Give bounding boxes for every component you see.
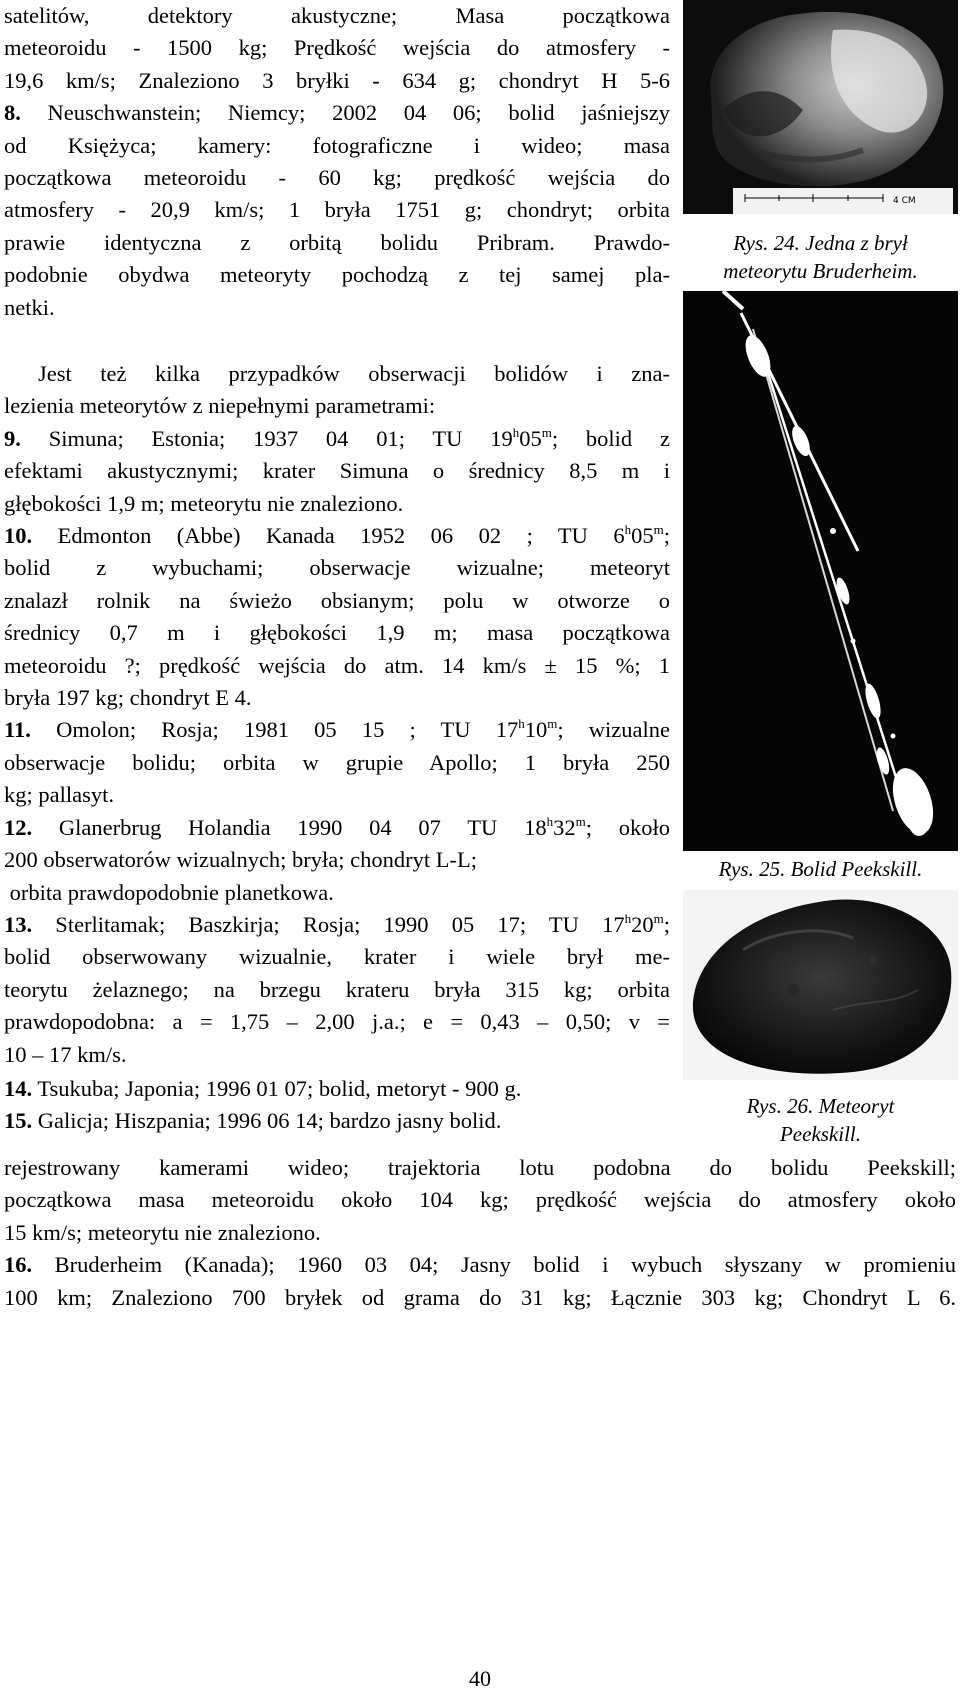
- text-line: meteoroidu - 1500 kg; Prędkość wejścia do atmosfery -: [4, 35, 670, 61]
- bolide-trail-image: [683, 291, 958, 851]
- text-line: 15 km/s; meteorytu nie znaleziono.: [4, 1219, 321, 1245]
- text-line: bolid z wybuchami; obserwacje wizualne; meteoryt: [4, 555, 670, 581]
- entry-8-line: 8. Neuschwanstein; Niemcy; 2002 04 06; bolid jaśniejszy: [4, 100, 670, 126]
- meteorite-peekskill-photo: [683, 890, 958, 1080]
- text-line: Jest też kilka przypadków obserwacji bolidów i zna-: [38, 361, 670, 386]
- text-line: 19,6 km/s; Znaleziono 3 bryłki - 634 g; chondryt H 5-6: [4, 67, 670, 93]
- entry-12-line: 12. Glanerbrug Holandia 1990 04 07 TU 18$^h$32$^m$; około: [4, 813, 670, 840]
- column-text-main: [4, 358, 670, 1138]
- entry-14-line: 14. Tsukuba; Japonia; 1996 01 07; bolid, metoryt - 900 g.: [4, 1075, 522, 1101]
- meteorite-peekskill-image: [683, 890, 958, 1080]
- text-line: początkowa meteoroidu - 60 kg; prędkość wejścia do: [4, 165, 670, 191]
- entry-15-line: 15. Galicja; Hiszpania; 1996 06 14; bardzo jasny bolid.: [4, 1108, 502, 1134]
- text-line: rejestrowany kamerami wideo; trajektoria lotu podobna do bolidu Peekskill;: [4, 1155, 956, 1180]
- meteorite-bruderheim-image: [683, 0, 958, 214]
- text-line: satelitów, detektory akustyczne; Masa początkowa: [4, 3, 670, 28]
- text-line: meteoroidu ?; prędkość wejścia do atm. 14 km/s ± 15 %; 1: [4, 652, 670, 678]
- text-line: netki.: [4, 294, 55, 320]
- figure-26-caption: Rys. 26. Meteoryt Peekskill.: [746, 1094, 895, 1146]
- entry-number: 8.: [4, 100, 21, 126]
- bolide-peekskill-photo: [683, 291, 958, 851]
- full-width-text: [4, 1152, 956, 1314]
- column-text-top: [4, 0, 670, 324]
- entry-10-line: 10. Edmonton (Abbe) Kanada 1952 06 02 ; TU 6$^h$05$^m$;: [4, 522, 670, 549]
- text-line: znalazł rolnik na świeżo obsianym; polu w otworze o: [4, 587, 670, 613]
- scale-label: 4 CM: [893, 196, 916, 206]
- entry-9-line: 9. Simuna; Estonia; 1937 04 01; TU 19$^h$05$^m$; bolid z: [4, 424, 670, 451]
- text-line: średnicy 0,7 m i głębokości 1,9 m; masa początkowa: [4, 620, 670, 646]
- figure-24-caption: Rys. 24. Jedna z brył meteorytu Bruderheim.: [723, 231, 918, 283]
- text-line: obserwacje bolidu; orbita w grupie Apollo; 1 bryła 250: [4, 749, 670, 775]
- meteorite-bruderheim-photo: [683, 0, 958, 214]
- text-line: 200 obserwatorów wizualnych; bryła; chondryt L-L;: [4, 847, 477, 873]
- text-line: głębokości 1,9 m; meteorytu nie znaleziono.: [4, 490, 404, 516]
- text-line: kg; pallasyt.: [4, 782, 114, 808]
- text-line: atmosfery - 20,9 km/s; 1 bryła 1751 g; chondryt; orbita: [4, 197, 670, 223]
- page-number: 40: [469, 1666, 491, 1691]
- text-line: bolid obserwowany wizualnie, krater i wiele brył me-: [4, 944, 670, 970]
- text-line: 10 – 17 km/s.: [4, 1041, 127, 1067]
- text-line: teorytu żelaznego; na brzegu krateru bryła 315 kg; orbita: [4, 976, 670, 1002]
- text-line: 100 km; Znaleziono 700 bryłek od grama do 31 kg; Łącznie 303 kg; Chondryt L 6.: [4, 1284, 956, 1310]
- text-line: efektami akustycznymi; krater Simuna o średnicy 8,5 m i: [4, 458, 670, 484]
- text-line: prawie identyczna z orbitą bolidu Pribram. Prawdo-: [4, 229, 670, 255]
- entry-13-line: 13. Sterlitamak; Baszkirja; Rosja; 1990 05 17; TU 17$^h$20$^m$;: [4, 910, 670, 937]
- entry-16-line: 16. Bruderheim (Kanada); 1960 03 04; Jasny bolid i wybuch słyszany w promieniu: [4, 1252, 956, 1278]
- text-line: bryła 197 kg; chondryt E 4.: [4, 685, 252, 711]
- text-line: prawdopodobna: a = 1,75 – 2,00 j.a.; e = 0,43 – 0,50; v =: [4, 1009, 670, 1035]
- entry-11-line: 11. Omolon; Rosja; 1981 05 15 ; TU 17$^h$10$^m$; wizualne: [4, 716, 671, 743]
- text-line: początkowa masa meteoroidu około 104 kg; prędkość wejścia do atmosfery około: [4, 1187, 956, 1213]
- text-line: podobnie obydwa meteoryty pochodzą z tej samej pla-: [4, 262, 670, 288]
- text-line: orbita prawdopodobnie planetkowa.: [4, 879, 334, 905]
- figure-25-caption: Rys. 25. Bolid Peekskill.: [718, 857, 923, 881]
- text-line: od Księżyca; kamery: fotograficzne i wideo; masa: [4, 132, 670, 158]
- text-line: lezienia meteorytów z niepełnymi parametrami:: [4, 393, 436, 419]
